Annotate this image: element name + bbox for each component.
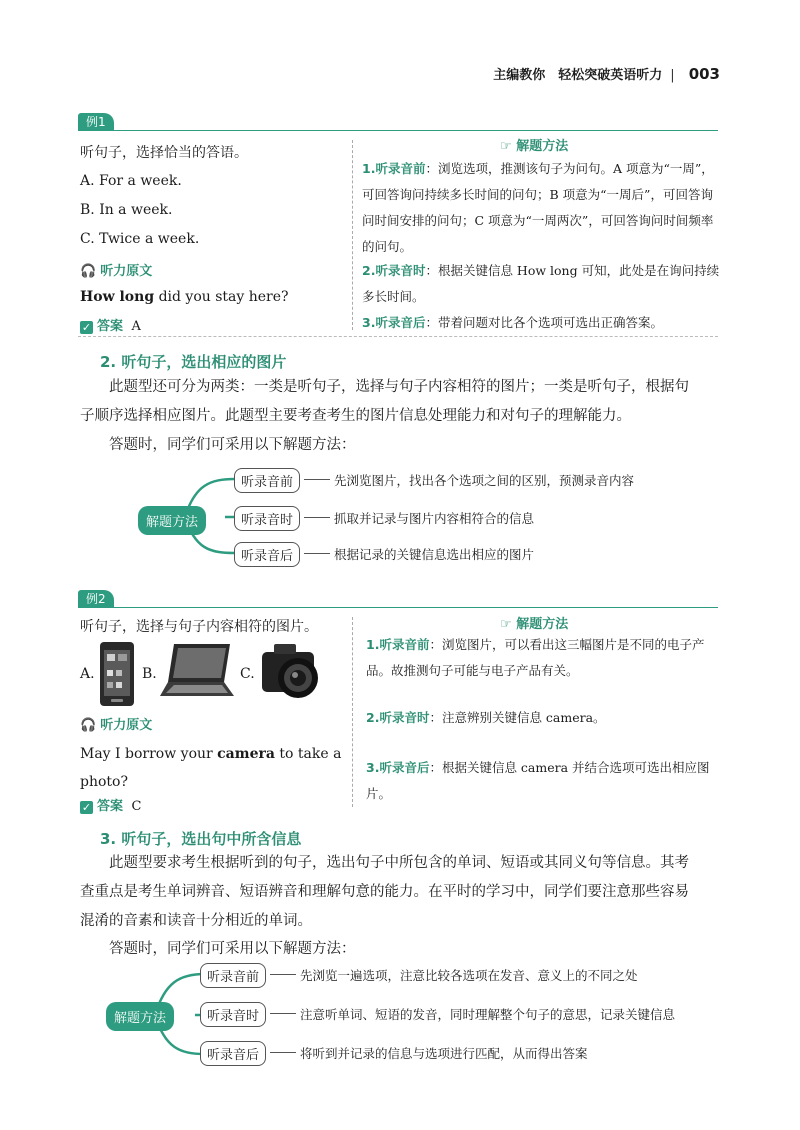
example-rule — [78, 130, 718, 131]
example-bottom-rule — [78, 336, 718, 337]
method-text: ：浏览图片，可以看出这三幅图片是不同的电子产品。故推测句子可能与电子产品有关。 — [366, 637, 705, 678]
headphones-icon: 🎧 — [80, 718, 97, 733]
section-paragraph: 答题时，同学们可采用以下解题方法： — [109, 941, 356, 957]
method-text: ：浏览选项，推测该句子为问句。A 项意为“一周”，可回答询问持续多长时间的问句；B 项意为“一周后”，可回答询问时间安排的问句；C 项意为“一周两次”，可回答询问时间频率的问句。 — [362, 161, 714, 254]
method-label: 2.听录音时 — [362, 263, 426, 278]
transcript-heading — [80, 714, 152, 733]
section-paragraph: 答题时，同学们可采用以下解题方法： — [109, 437, 356, 453]
answer-value: C — [131, 799, 142, 814]
method-label: 3.听录音后 — [366, 760, 430, 775]
mindmap-node: 听录音前 — [200, 963, 266, 988]
connector-line — [270, 1052, 296, 1053]
mindmap-node-text: 先浏览一遍选项，注意比较各选项在发音、意义上的不同之处 — [300, 968, 638, 983]
mindmap-node-text: 将听到并记录的信息与选项进行匹配，从而得出答案 — [300, 1046, 588, 1061]
mindmap-node-text: 先浏览图片，找出各个选项之间的区别，预测录音内容 — [334, 473, 635, 488]
image-letter-b: B. — [142, 666, 157, 682]
method-item — [362, 310, 722, 336]
column-divider — [352, 617, 353, 807]
mindmap-center: 解题方法 — [138, 506, 206, 535]
mindmap-node: 听录音后 — [234, 542, 300, 567]
answer-label: 答案 — [97, 319, 124, 334]
headphones-icon: 🎧 — [80, 264, 97, 279]
transcript-keyword: camera — [217, 746, 275, 762]
method-text: ：根据关键信息 camera 并结合选项可选出相应图片。 — [366, 760, 710, 801]
mindmap-node-text: 注意听单词、短语的发音，同时理解整个句子的意思，记录关键信息 — [300, 1007, 676, 1022]
header-divider: | — [670, 68, 675, 83]
option-a: A. For a week. — [80, 173, 182, 189]
connector-line — [304, 517, 330, 518]
mindmap-node: 听录音时 — [234, 506, 300, 531]
method-item — [362, 258, 722, 310]
connector-line — [304, 479, 330, 480]
method-label: 2.听录音时 — [366, 710, 430, 725]
method-title: 解题方法 — [516, 139, 569, 154]
method-text: ：根据关键信息 How long 可知，此处是在询问持续多长时间。 — [362, 263, 720, 304]
method-item — [366, 632, 726, 684]
smartphone-icon — [98, 640, 138, 710]
transcript-part: May I borrow your — [80, 746, 218, 762]
connector-line — [270, 1013, 296, 1014]
method-label: 1.听录音前 — [366, 637, 430, 652]
check-icon: ✓ — [81, 801, 92, 814]
section-heading: 2. 听句子，选出相应的图片 — [100, 353, 287, 371]
section-paragraph: 此题型还可分为两类：一类是听句子，选择与句子内容相符的图片；一类是听句子，根据句子顺序选择相应图片。此题型主要考查考生的图片信息处理能力和对句子的理解能力。 — [80, 379, 689, 424]
book-title: 主编教你 轻松突破英语听力 — [493, 68, 663, 83]
camera-icon — [258, 640, 328, 702]
answer-label: 答案 — [97, 799, 124, 814]
transcript-part: to take a photo? — [80, 746, 342, 790]
method-title: 解题方法 — [516, 617, 569, 632]
transcript-rest: did you stay here? — [154, 289, 289, 305]
option-c: C. Twice a week. — [80, 231, 200, 247]
mindmap-node: 听录音前 — [234, 468, 300, 493]
method-text: ：带着问题对比各个选项可选出正确答案。 — [425, 315, 663, 330]
section-paragraph: 此题型要求考生根据听到的句子，选出句子中所包含的单词、短语或其同义句等信息。其考查重点是考生单词辨音、短语辨音和理解句意的能力。在平时的学习中，同学们要注意那些容易混淆的音素和读音十分相近的单词。 — [80, 855, 689, 929]
mindmap-node-text: 抓取并记录与图片内容相符合的信息 — [334, 511, 535, 526]
method-label: 1.听录音前 — [362, 161, 426, 176]
method-label: 3.听录音后 — [362, 315, 426, 330]
question-prompt: 听句子，选择与句子内容相符的图片。 — [80, 619, 318, 635]
option-b: B. In a week. — [80, 202, 173, 218]
page-number: 003 — [688, 65, 720, 83]
transcript-label: 听力原文 — [100, 264, 153, 279]
connector-line — [270, 974, 296, 975]
transcript-text — [80, 287, 289, 307]
image-letter-c: C. — [240, 666, 255, 682]
method-heading — [500, 135, 568, 154]
connector-line — [304, 553, 330, 554]
image-letter-a: A. — [80, 666, 95, 682]
method-item — [366, 705, 726, 731]
mindmap-center: 解题方法 — [106, 1002, 174, 1031]
mindmap-node: 听录音时 — [200, 1002, 266, 1027]
example-rule — [78, 607, 718, 608]
method-text: ：注意辨别关键信息 camera。 — [429, 710, 606, 725]
column-divider — [352, 140, 353, 330]
transcript-label: 听力原文 — [100, 718, 153, 733]
pointing-hand-icon: ☞ — [500, 617, 512, 632]
check-icon: ✓ — [81, 321, 92, 334]
laptop-icon — [160, 642, 236, 702]
answer-line — [80, 315, 141, 334]
mindmap-node: 听录音后 — [200, 1041, 266, 1066]
transcript-keyword: How long — [80, 289, 155, 305]
answer-value: A — [131, 319, 141, 334]
method-item — [362, 156, 722, 260]
section-heading: 3. 听句子，选出句中所含信息 — [100, 830, 302, 848]
question-prompt: 听句子，选择恰当的答语。 — [80, 145, 248, 161]
mindmap-node-text: 根据记录的关键信息选出相应的图片 — [334, 547, 535, 562]
pointing-hand-icon: ☞ — [500, 139, 512, 154]
method-heading — [500, 613, 568, 632]
transcript-heading — [80, 260, 152, 279]
transcript-text — [80, 740, 342, 796]
page-header — [493, 64, 720, 83]
example-tag: 例2 — [78, 590, 114, 608]
answer-line — [80, 795, 142, 814]
method-item — [366, 755, 726, 807]
example-tag: 例1 — [78, 113, 114, 131]
